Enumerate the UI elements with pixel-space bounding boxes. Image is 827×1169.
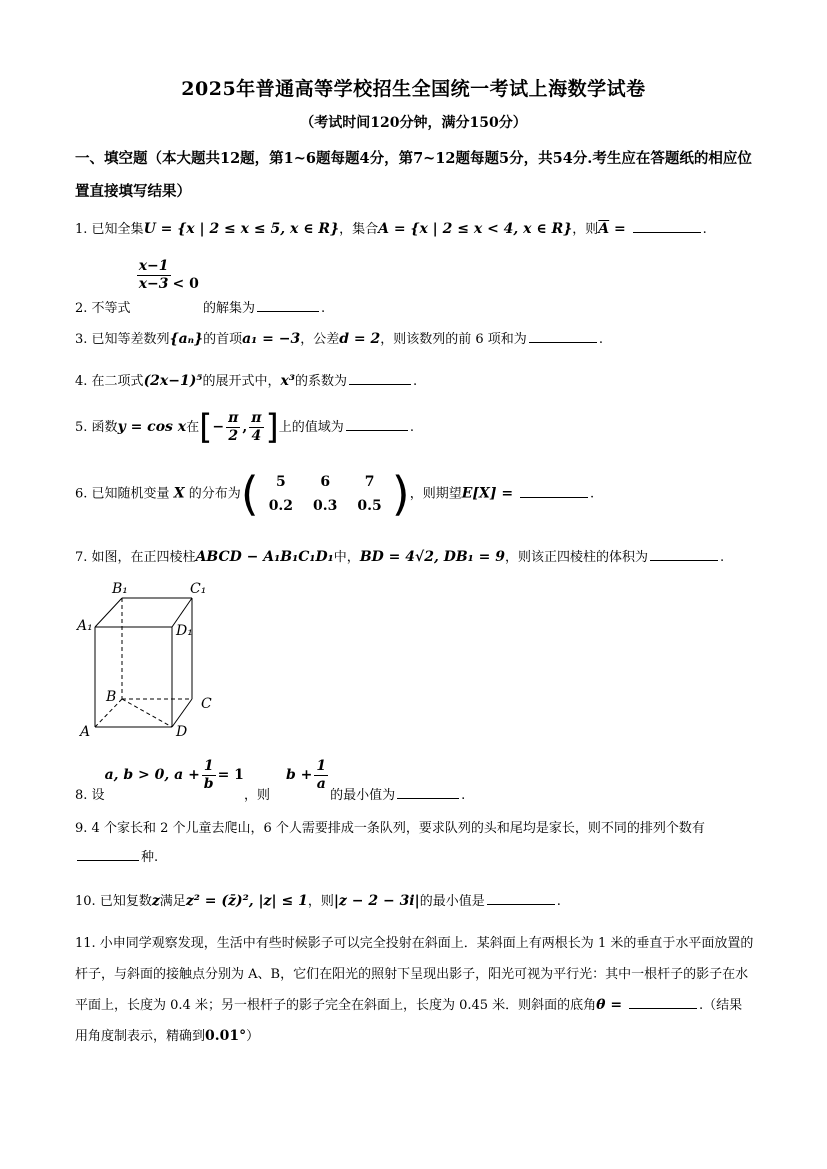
question-text: 9. 4 个家长和 2 个儿童去爬山，6 个人需要排成一条队列，要求队列的头和尾均是家长，则不同的排列个数有 (75, 821, 705, 836)
fraction-denominator: 4 (251, 428, 262, 444)
edge-dc (172, 699, 192, 727)
punct: . (556, 894, 561, 909)
question-text: ，集合 (339, 222, 379, 237)
label-a1: A₁ (77, 618, 93, 634)
question-5: 5. 函数y = cos x在[− $\frac{\pi}{2}$ , $\frac{\pi}{4}$ ]上的值域为 . (75, 407, 414, 448)
math-set-a: A = {x | 2 ≤ x < 4, x ∈ R} (378, 221, 573, 237)
answer-blank[interactable] (629, 994, 697, 1009)
math-set-u: U = {x | 2 ≤ x ≤ 5, x ∈ R} (143, 221, 340, 237)
question-text: ，则该正四棱柱的体积为 (505, 550, 649, 565)
math-function: y = cos x (117, 419, 187, 435)
fraction-denominator: x−3 (138, 276, 169, 292)
exam-title: 2025年普通高等学校招生全国统一考试上海数学试卷 (181, 78, 646, 100)
math-condition: z² = (z̄)², |z| ≤ 1 (185, 893, 308, 909)
question-text: 的展开式中， (202, 374, 281, 389)
answer-blank[interactable] (77, 846, 139, 861)
exam-subtitle: （考试时间120分钟，满分150分） (300, 115, 527, 131)
section-header: 一、填空题（本大题共12题，第1~6题每题4分，第7~12题每题5分，共54分.考生应在答题纸的相应位置直接填写结果） (75, 150, 752, 200)
matrix-cell: 0.3 (313, 498, 338, 514)
question-text: 中， (333, 550, 360, 565)
punct: . (590, 486, 595, 502)
math-sequence: {aₙ} (169, 331, 204, 347)
answer-blank[interactable] (520, 483, 588, 498)
answer-blank[interactable] (257, 297, 319, 312)
matrix-cell: 0.5 (357, 498, 382, 514)
question-text: 种. (141, 850, 159, 865)
punct: . (409, 420, 414, 435)
answer-blank[interactable] (349, 370, 411, 385)
edge-b1a1 (95, 598, 122, 627)
math-fraction (249, 410, 263, 445)
question-text: 的解集为 (203, 301, 256, 316)
question-text: 函数 (91, 420, 118, 435)
math-equals: = (609, 221, 631, 237)
question-text: .（结果用角度制表示，精确到 (75, 998, 743, 1044)
question-11 (75, 928, 755, 1052)
math-expectation: E[X] = (461, 485, 518, 502)
answer-blank[interactable] (650, 546, 718, 561)
question-text: 已知等差数列 (91, 332, 170, 347)
math-angle: θ = (596, 997, 627, 1013)
fraction-numerator: 1 (203, 758, 214, 774)
answer-blank[interactable] (346, 416, 408, 431)
question-text: ，公差 (300, 332, 340, 347)
math-first-term: a₁ = −3 (242, 331, 301, 347)
question-text: 已知随机变量 (91, 486, 170, 502)
question-text: 设 (91, 788, 105, 803)
math-complement-a: $\overline{A}$ (598, 221, 610, 237)
math-condition: a, b > 0, a + (104, 767, 200, 783)
distribution-matrix (259, 470, 392, 518)
fraction-denominator: 2 (228, 428, 239, 444)
punct: . (702, 222, 707, 237)
question-text: 上的值域为 (278, 420, 344, 435)
math-fraction (137, 258, 171, 293)
bracket-left: [ (199, 407, 213, 448)
question-number: 3. (75, 332, 88, 347)
label-c: C (201, 696, 212, 712)
math-inequality: < 0 (172, 276, 199, 292)
label-b: B (106, 689, 117, 705)
math-power: x³ (280, 373, 296, 389)
label-d: D (176, 724, 188, 740)
question-text: 的最小值为 (330, 788, 396, 803)
question-10 (75, 890, 561, 912)
label-b1: B₁ (112, 581, 128, 597)
diagonal-bd-hidden (122, 699, 172, 727)
math-fraction (226, 410, 240, 445)
question-number: 1. (75, 222, 88, 237)
math-expression: |z − 2 − 3i| (333, 893, 420, 909)
question-text: 如图，在正四棱柱 (91, 550, 196, 565)
math-variable: X (173, 485, 185, 502)
question-1 (75, 218, 707, 240)
question-8 (75, 758, 465, 806)
punct: . (598, 332, 603, 347)
punct: . (720, 550, 725, 565)
question-text: 在 (186, 420, 200, 435)
math-expression: b + (285, 767, 313, 783)
question-text: 的首项 (203, 332, 243, 347)
question-2 (75, 258, 325, 319)
math-fraction (202, 758, 216, 793)
fraction-numerator: π (251, 410, 262, 426)
math-precision: 0.01° (205, 1028, 247, 1044)
punct: . (321, 301, 326, 316)
question-number: 2. (75, 301, 88, 316)
question-text: ） (246, 1029, 260, 1044)
label-a: A (80, 724, 91, 740)
fraction-numerator: 1 (316, 758, 327, 774)
question-text: 的最小值是 (419, 894, 485, 909)
question-7 (75, 546, 724, 568)
question-text: 11. 小申同学观察发现，生活中有些时候影子可以完全投射在斜面上．某斜面上有两根长为 1 米的垂直于水平面放置的杆子，与斜面的接触点分别为 A、B，它们在阳光的照射下呈现出影子，阳光可视为平行光：其中一根杆子的影子在水平面上，长度为 0.4 米；另一根杆子的影子完全在斜面上，长度为 0.45 米．则斜面的底角 (75, 936, 754, 1013)
math-prism: ABCD − A₁B₁C₁D₁ (195, 549, 334, 565)
question-text: 已知复数 (99, 894, 152, 909)
matrix-cell: 5 (275, 474, 286, 490)
math-binomial: (2x−1)⁵ (143, 373, 203, 389)
question-number: 10. (75, 894, 96, 909)
question-3 (75, 328, 603, 350)
question-number: 6. (75, 486, 88, 502)
paren-right: ) (391, 467, 410, 521)
question-number: 4. (75, 374, 88, 389)
fraction-denominator: a (316, 776, 326, 792)
paren-left: ( (240, 467, 259, 521)
question-text: ，则该数列的前 6 项和为 (380, 332, 527, 347)
question-text: 的分布为 (188, 486, 241, 502)
answer-blank[interactable] (633, 218, 701, 233)
answer-blank[interactable] (529, 328, 597, 343)
math-condition: = 1 (217, 767, 244, 783)
fraction-denominator: b (203, 776, 214, 792)
answer-blank[interactable] (397, 784, 459, 799)
question-text: 满足 (159, 894, 186, 909)
matrix-cell: 0.2 (268, 498, 294, 514)
label-d1: D₁ (176, 623, 193, 639)
punct: . (461, 788, 466, 803)
question-text: ，则期望 (409, 486, 462, 502)
question-text: ，则 (243, 788, 270, 803)
math-common-difference: d = 2 (339, 331, 381, 347)
fraction-numerator: x−1 (138, 258, 169, 274)
question-4 (75, 370, 417, 392)
matrix-cell: 7 (364, 474, 375, 490)
answer-blank[interactable] (487, 890, 555, 905)
question-6 (75, 467, 595, 521)
question-text: ，则 (572, 222, 599, 237)
fraction-numerator: π (228, 410, 239, 426)
math-condition: BD = 4√2, DB₁ = 9 (359, 549, 506, 565)
question-number: 8. (75, 788, 88, 803)
label-c1: C₁ (190, 581, 207, 597)
question-text: 在二项式 (91, 374, 144, 389)
prism-figure (70, 575, 230, 745)
question-9 (75, 814, 755, 872)
math-fraction (314, 758, 328, 793)
question-text: 不等式 (91, 301, 131, 316)
question-number: 5. (75, 420, 88, 435)
matrix-cell: 6 (320, 474, 331, 490)
question-number: 7. (75, 550, 88, 565)
question-text: 已知全集 (91, 222, 144, 237)
question-text: ，则 (307, 894, 334, 909)
punct: . (413, 374, 418, 389)
question-text: 的系数为 (295, 374, 348, 389)
math-variable: z (151, 893, 160, 909)
bracket-right: ] (265, 407, 279, 448)
